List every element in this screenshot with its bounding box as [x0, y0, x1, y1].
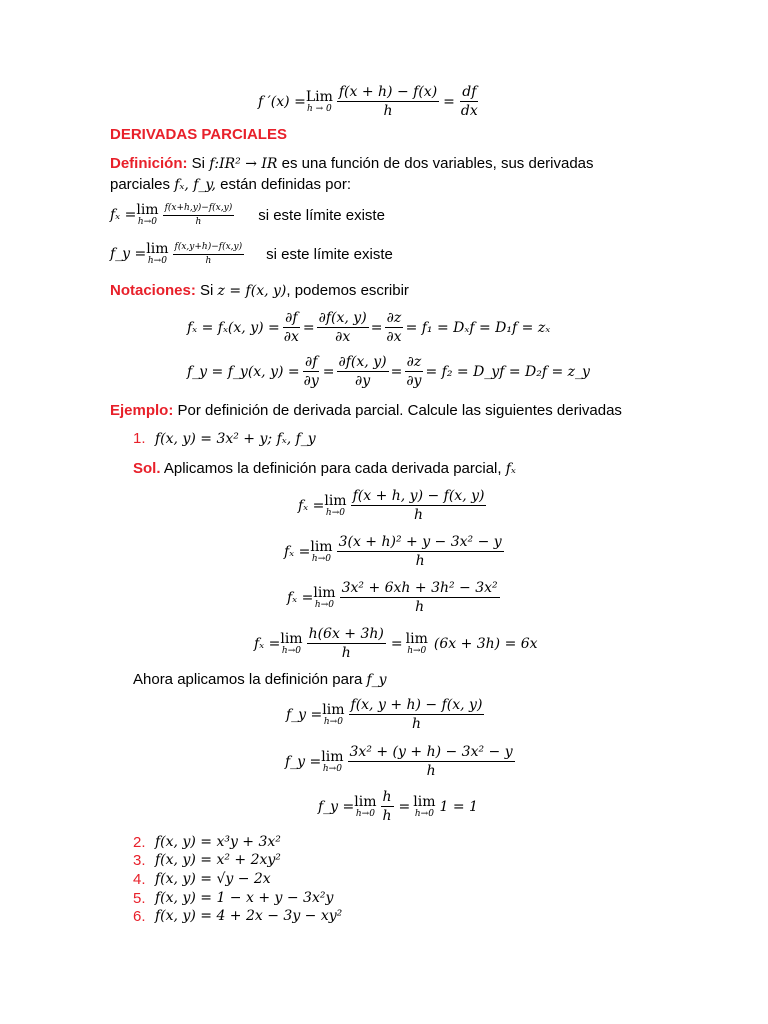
list-item: 3. f(x, y) = x² + 2xy²: [133, 851, 281, 869]
list-item: 2. f(x, y) = x³y + 3x²: [133, 833, 281, 851]
condition-text: si este límite existe: [266, 245, 393, 263]
limit-operator: Lim h → 0: [305, 88, 333, 114]
definition-line-1: Definición: Si f:IR² → IR es una función de dos variables, sus derivadas: [110, 155, 594, 172]
derivative-fraction: $\frac{f(x + h) - f(x)}{h}$: [338, 84, 438, 120]
example-item-1: 1. f(x, y) = 3x² + y; fₓ, f_y: [133, 430, 316, 447]
fx-definition: fₓ = lim h→0 $\frac{f(x+h,y)-f(x,y)}{h}$ si este límite existe: [110, 202, 385, 227]
fy-notation-row: f_y = f_y(x, y) = $\frac{\partial f}{\partial y}$ = $\frac{\partial f(x, y)}{\partial y}$ = $\frac{\partial z}{\partial y}$ = f₂ = D_yf = D₂f = z_y: [187, 354, 590, 390]
fx-step-3: fₓ = lim h→0 $\frac{\text{3x² + 6xh + 3h² − 3x²}}{h}$: [287, 580, 498, 616]
exercise-list: [133, 833, 342, 925]
fx-notation-row: fₓ = fₓ(x, y) = $\frac{\partial f}{\partial x}$ = $\frac{\partial f(x, y)}{\partial x}$ = $\frac{\partial z}{\partial x}$ = f₁ = Dₓf = D₁f = zₓ: [187, 310, 551, 346]
notations-line: Notaciones: Si z = f(x, y), podemos escribir: [110, 282, 409, 299]
derivative-definition: f ′(x) = Lim h → 0 $\frac{f(x + h) - f(x)}{h}$ = $\frac{df}{dx}$: [258, 84, 478, 120]
list-item: 6. f(x, y) = 4 + 2x − 3y − xy²: [133, 907, 343, 925]
fx-step-4: fₓ = lim h→0 $\frac{h(6x + 3h)}{h}$ = lim h→0 (6x + 3h) = 6x: [254, 626, 538, 662]
list-item: 5. f(x, y) = 1 − x + y − 3x²y: [133, 889, 334, 907]
list-item: 4. f(x, y) = √y − 2x: [133, 870, 271, 888]
example-label: Ejemplo:: [110, 402, 174, 419]
fx-step-2: fₓ = lim h→0 $\frac{\text{3(x + h)² + y − 3x² − y}}{h}$: [284, 534, 502, 570]
condition-text: si este límite existe: [258, 206, 385, 224]
derivative-lhs: f ′(x) =: [258, 93, 306, 110]
definition-label: Definición:: [110, 155, 188, 172]
fx-step-1: fₓ = lim h→0 $\frac{f(x + h, y) - f(x, y)}{h}$: [298, 488, 485, 524]
fy-step-2: f_y = lim h→0 $\frac{\text{3x² + (y + h) − 3x² − y}}{h}$: [285, 744, 513, 780]
section-title: DERIVADAS PARCIALES: [110, 126, 287, 143]
notations-label: Notaciones:: [110, 282, 196, 299]
function-signature: f:IR² → IR: [209, 156, 278, 172]
solution-line: Sol. Aplicamos la definición para cada derivada parcial, fₓ: [133, 460, 516, 477]
fy-step-3: f_y = lim h→0 $\frac{h}{h}$ = lim h→0 1 = 1: [318, 789, 478, 825]
example-line: Ejemplo: Por definición de derivada parcial. Calcule las siguientes derivadas: [110, 402, 622, 419]
solution-label: Sol.: [133, 460, 161, 477]
df-dx-fraction: $\frac{df}{dx}$: [460, 84, 478, 120]
fy-step-1: f_y = lim h→0 $\frac{f(x, y + h) - f(x, y)}{h}$: [286, 697, 483, 733]
now-apply-line: Ahora aplicamos la definición para f_y: [133, 671, 387, 688]
definition-line-2: parciales fₓ, f_y, están definidas por:: [110, 176, 352, 193]
fy-definition: f_y = lim h→0 $\frac{f(x,y+h)-f(x,y)}{h}$ si este límite existe: [110, 241, 393, 266]
